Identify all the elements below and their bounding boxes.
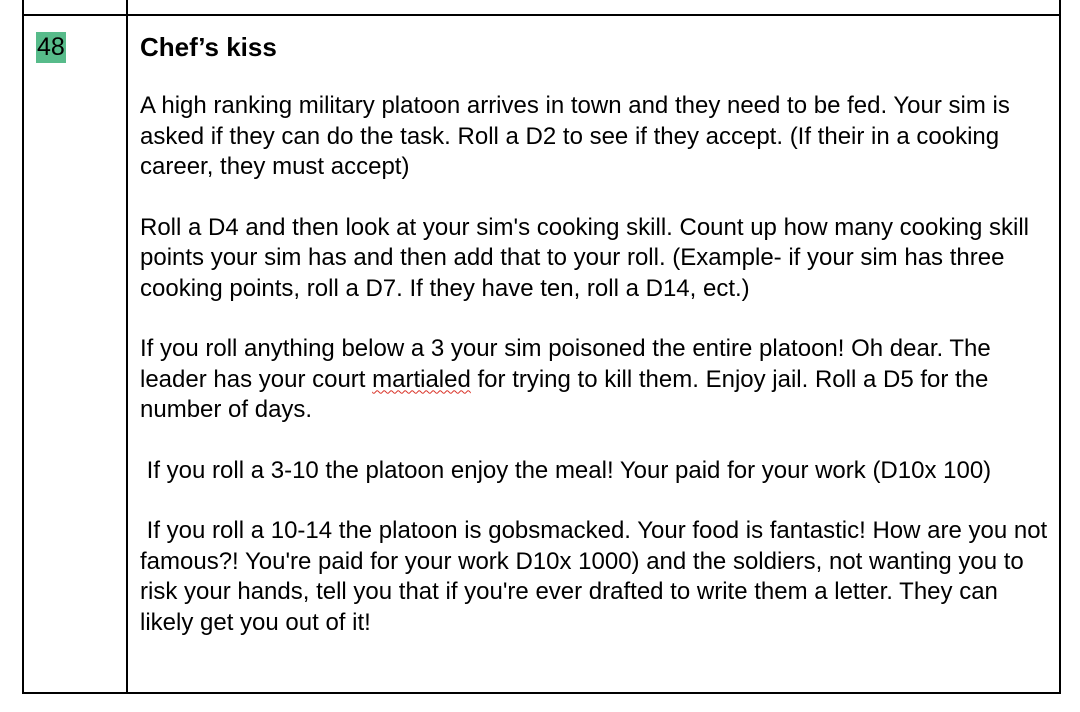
entry-title[interactable]: Chef’s kiss	[140, 32, 277, 62]
paragraph-acceptance[interactable]: A high ranking military platoon arrives in town and they need to be fed. Your sim is asked if they can do the task. Roll a D2 to see if they accept. (If their in a cooking career, they must accept)	[140, 92, 1017, 180]
paragraph-enjoy-outcome[interactable]: If you roll a 3-10 the platoon enjoy the meal! Your paid for your work (D10x 100)	[140, 456, 992, 484]
paragraph-skill-roll[interactable]: Roll a D4 and then look at your sim's cooking skill. Count up how many cooking skill points your sim has and then add that to your roll. (Example- if your sim has three cooking points, roll a D7. If they have ten, roll a D14, ect.)	[140, 213, 1036, 302]
paragraph-text: If you roll anything below a 3 your sim poisoned the entire platoon! Oh dear. The leader has your court	[140, 335, 998, 393]
entry-number[interactable]: 48	[37, 33, 65, 61]
spellcheck-flagged-word[interactable]: martialed	[372, 365, 471, 393]
paragraph-poison-outcome[interactable]	[140, 334, 1052, 426]
table-row	[22, 16, 1061, 694]
column-divider	[126, 0, 128, 14]
column-divider	[126, 16, 128, 692]
entry-content-cell[interactable]	[140, 30, 1052, 638]
entry-number-cell[interactable]	[36, 32, 66, 63]
paragraph-text: for trying to kill them. Enjoy jail. Roll a D5 for the number of days.	[140, 365, 996, 423]
previous-table-row	[22, 0, 1061, 16]
paragraph-gobsmacked-outcome[interactable]: If you roll a 10-14 the platoon is gobsmacked. Your food is fantastic! How are you not famous?! You're paid for your work D10x 1000) and the soldiers, not wanting you to risk your hands, tell you that if you're ever drafted to write them a letter. They can likely get you out of it!	[140, 517, 1054, 636]
